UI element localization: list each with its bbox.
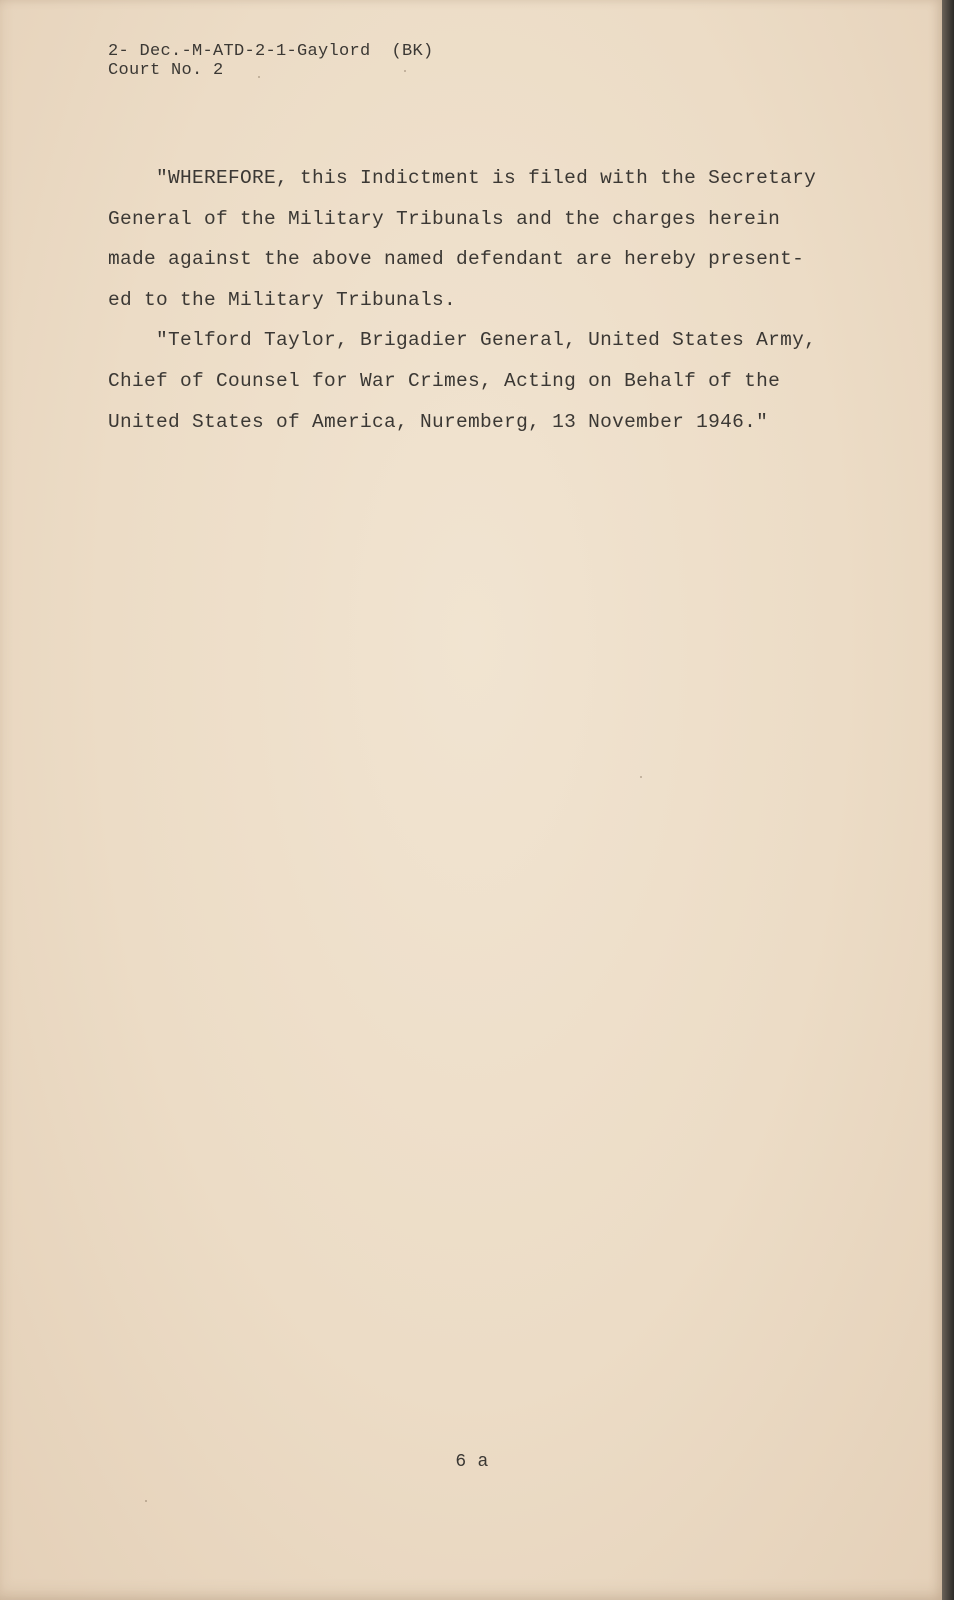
document-body (108, 158, 854, 442)
body-line: ed to the Military Tribunals. (108, 288, 457, 311)
paper-speck (145, 1500, 147, 1502)
document-header (108, 42, 434, 80)
body-line: General of the Military Tribunals and the charges herein (108, 207, 781, 230)
scan-edge (942, 0, 954, 1600)
body-line: Chief of Counsel for War Crimes, Acting on Behalf of the (108, 369, 781, 392)
body-line: "Telford Taylor, Brigadier General, United States Army, (108, 329, 817, 352)
page-number: 6 a (455, 1452, 489, 1472)
paper-speck (640, 776, 642, 778)
body-line: "WHEREFORE, this Indictment is filed with the Secretary (108, 167, 817, 189)
body-line: United States of America, Nuremberg, 13 November 1946." (108, 410, 769, 433)
body-line: made against the above named defendant are hereby present- (108, 248, 805, 271)
paper-speck (404, 70, 406, 72)
header-reference: 2- Dec.-M-ATD-2-1-Gaylord (BK) (108, 42, 434, 61)
paper-speck (258, 76, 260, 78)
header-court: Court No. 2 (108, 61, 224, 80)
